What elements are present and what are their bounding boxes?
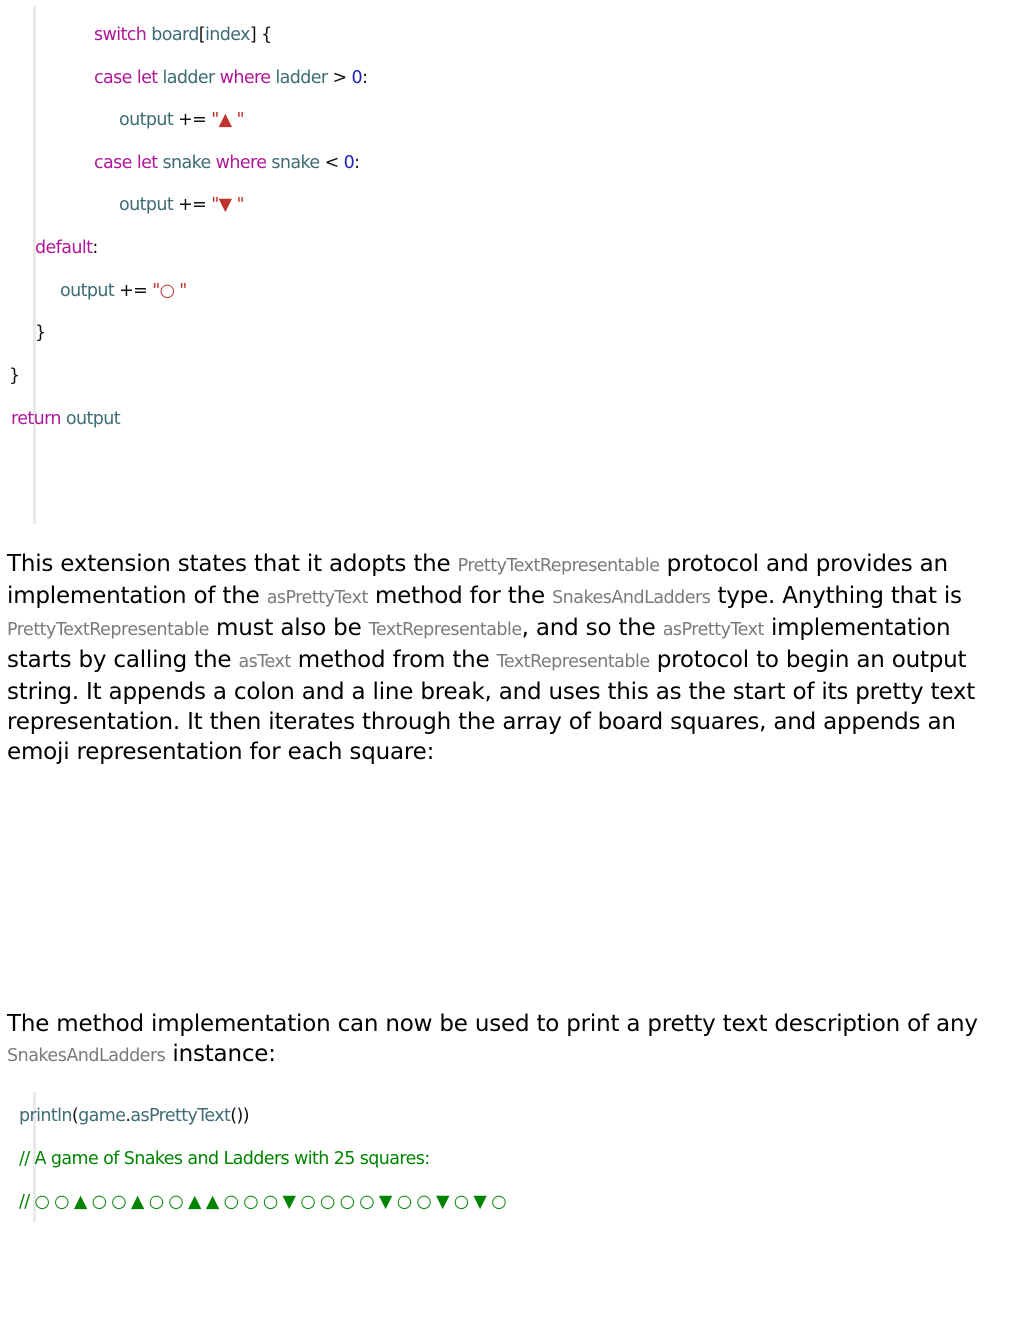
inline-code: asPrettyText (662, 620, 764, 640)
code-token: ()) (230, 1106, 249, 1126)
paragraph-text: The method implementation can now be used to print a pretty text description of any (7, 1011, 978, 1037)
code-token: output (65, 409, 121, 429)
inline-code: PrettyTextRepresentable (7, 620, 209, 640)
code-token: "▲ " (211, 110, 244, 130)
code-token: < (319, 153, 344, 173)
code-token: : (92, 238, 98, 258)
code-block-top (33, 6, 36, 524)
code-token: "▼ " (211, 195, 244, 215)
paragraph-text: implementation starts by calling the (7, 615, 951, 673)
code-token: ( (71, 1106, 79, 1126)
code-token: > (327, 68, 352, 88)
code-token: : (362, 68, 368, 88)
paragraph-text: , and so the (521, 615, 663, 641)
code-token: } (9, 366, 20, 386)
code-token: println (19, 1106, 72, 1126)
code-token: output (119, 110, 174, 130)
inline-code: TextRepresentable (368, 620, 522, 640)
code-token: let (136, 68, 158, 88)
code-token: where (215, 153, 267, 173)
code-token: default (35, 238, 93, 258)
code-token: ladder (162, 68, 215, 88)
code-comment-line (19, 1148, 430, 1170)
code-token: case (94, 68, 132, 88)
code-line (35, 237, 98, 259)
code-line (119, 194, 244, 216)
code-token: return (11, 409, 61, 429)
inline-code: asText (238, 652, 291, 672)
code-token: output (119, 195, 174, 215)
code-line (35, 322, 46, 344)
code-token: output (60, 281, 115, 301)
inline-code: SnakesAndLadders (7, 1046, 166, 1066)
code-token: : (354, 153, 360, 173)
code-line (11, 408, 120, 430)
inline-code: asPrettyText (266, 588, 368, 608)
paragraph-text: protocol and provides an implementation of the (7, 551, 948, 609)
code-token: switch (94, 25, 147, 45)
paragraph-text: instance: (165, 1041, 276, 1067)
code-line (19, 1105, 249, 1127)
paragraph-text: protocol to begin an output string. It appends a colon and a line break, and uses this as the start of its pretty text representation. It then iterates through the array of board squares, and appends an emoji representation for each square: (7, 647, 976, 765)
paragraph-text: This extension states that it adopts the (7, 551, 458, 577)
code-token: += (114, 281, 153, 301)
code-line (94, 152, 359, 174)
inline-code: TextRepresentable (496, 652, 650, 672)
code-token: += (173, 110, 212, 130)
code-token: += (173, 195, 212, 215)
inline-code: PrettyTextRepresentable (457, 556, 660, 576)
paragraph-text: type. Anything that is (710, 583, 962, 609)
code-token: case (94, 153, 132, 173)
code-token: game (78, 1106, 126, 1126)
inline-code: SnakesAndLadders (552, 588, 711, 608)
description-paragraph (7, 549, 1019, 767)
code-line (119, 109, 244, 131)
code-line (60, 280, 187, 302)
code-token: snake (271, 153, 320, 173)
code-token: 0 (351, 68, 363, 88)
paragraph-text: must also be (208, 615, 369, 641)
code-token: [ (198, 25, 206, 45)
code-token: ] { (249, 25, 272, 45)
code-token: index (205, 25, 250, 45)
code-token: 0 (343, 153, 355, 173)
code-token: // A game of Snakes and Ladders with 25 squares: (19, 1149, 430, 1169)
code-line (94, 24, 272, 46)
code-token: asPrettyText (130, 1106, 231, 1126)
usage-paragraph (7, 1009, 1019, 1071)
code-token: ladder (275, 68, 328, 88)
code-token: // ○ ○ ▲ ○ ○ ▲ ○ ○ ▲ ▲ ○ ○ ○ ▼ ○ ○ ○ ○ ▼ ○ ○ ▼ ○ ▼ ○ (19, 1192, 506, 1212)
code-token: } (35, 323, 46, 343)
code-token: snake (162, 153, 211, 173)
code-token: let (136, 153, 158, 173)
code-token: board (151, 25, 199, 45)
code-comment-line (19, 1191, 506, 1213)
code-line (94, 67, 367, 89)
paragraph-text: method from the (290, 647, 497, 673)
code-token: "○ " (152, 281, 187, 301)
code-token: where (219, 68, 271, 88)
code-line (9, 365, 20, 387)
code-token: . (125, 1106, 131, 1126)
paragraph-text: method for the (367, 583, 553, 609)
